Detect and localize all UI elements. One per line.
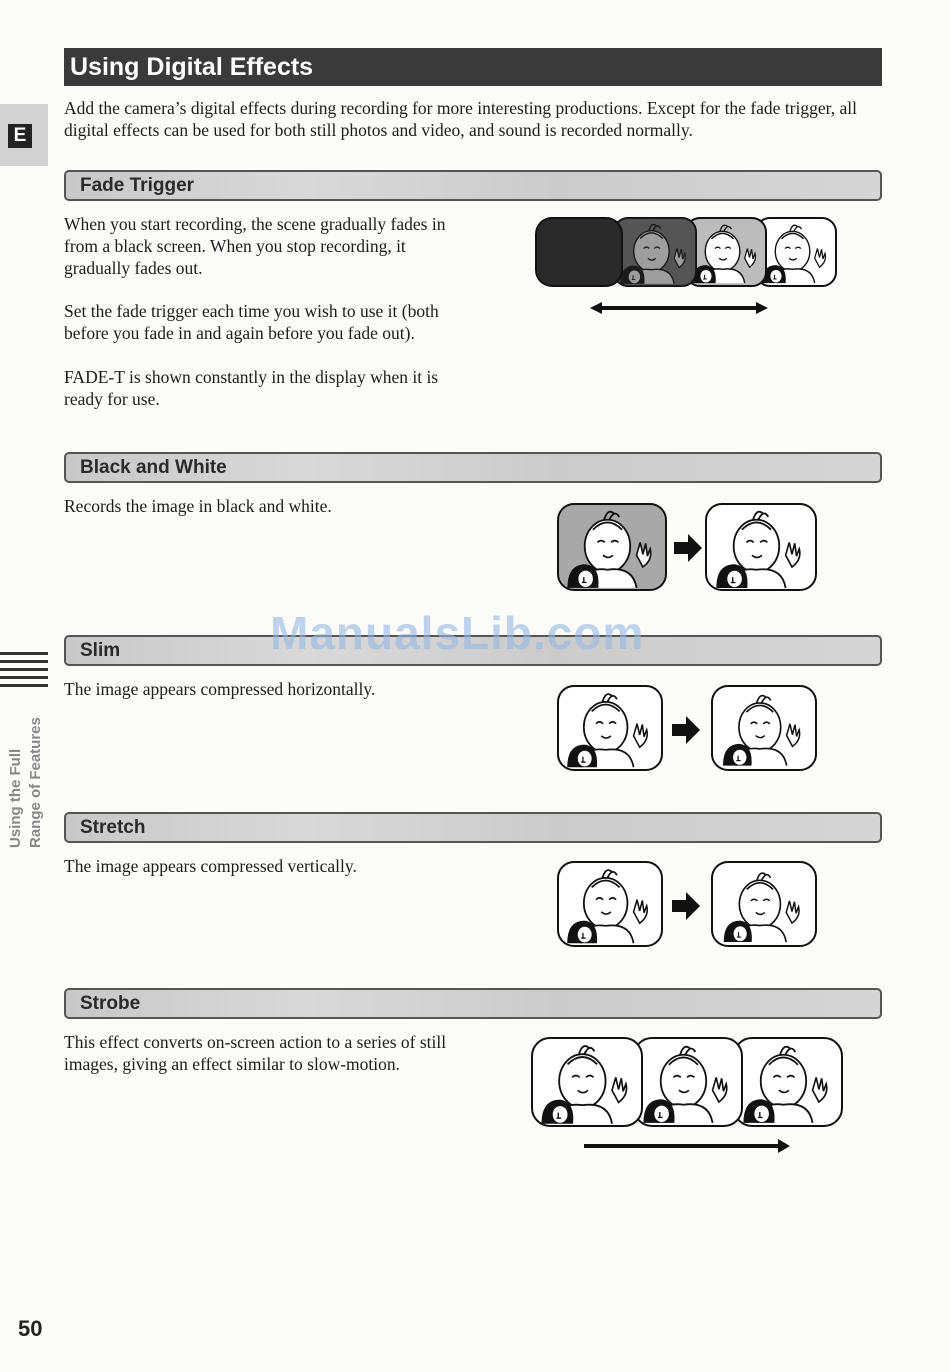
slim-frame-after — [712, 686, 816, 770]
arrow-right-icon — [672, 892, 700, 920]
bw-frame-after — [706, 504, 816, 590]
strobe-illustration — [530, 1036, 846, 1160]
side-label-line-1: Using the Full — [7, 748, 24, 848]
intro-text: Add the camera’s digital effects during recording for more interesting productions. Except for the fade trigger, all digital effects can be used for both still photos and video, and sound is recorded normally. — [64, 98, 858, 140]
stretch-text: The image appears compressed vertically. — [64, 856, 357, 876]
strobe-text: This effect converts on-screen action to a series of still images, giving an effect similar to slow-motion. — [64, 1032, 447, 1074]
language-tab — [0, 104, 48, 166]
page-title: Using Digital Effects — [64, 48, 882, 86]
section-heading-strobe: Strobe — [64, 988, 882, 1019]
side-label-line-2: Range of Features — [27, 717, 44, 848]
fade-frame-2 — [686, 218, 766, 286]
section-heading-slim: Slim — [64, 635, 882, 666]
stretch-frame-before — [558, 862, 662, 946]
black-and-white-illustration — [556, 500, 820, 594]
slim-text: The image appears compressed horizontally. — [64, 679, 376, 699]
double-arrow — [590, 302, 768, 314]
side-rules — [0, 652, 48, 692]
language-letter: E — [8, 124, 32, 148]
strobe-frame-3 — [734, 1038, 842, 1126]
strobe-frame-2 — [634, 1038, 742, 1126]
slim-frame-before — [558, 686, 662, 770]
fade-frame-1 — [614, 218, 696, 286]
fade-trigger-text-2: Set the fade trigger each time you wish to use it (both before you fade in and again before you fade out). — [64, 301, 439, 343]
bw-frame-before — [558, 504, 666, 590]
strobe-frame-1 — [532, 1038, 642, 1126]
fade-frame-3 — [756, 218, 836, 286]
arrow-right-icon — [672, 716, 700, 744]
arrow-right-long — [584, 1139, 790, 1153]
section-heading-stretch: Stretch — [64, 812, 882, 843]
side-section-label — [6, 717, 46, 848]
section-heading-fade-trigger: Fade Trigger — [64, 170, 882, 201]
fade-trigger-text-3: FADE-T is shown constantly in the display when it is ready for use. — [64, 367, 439, 409]
stretch-frame-after — [712, 862, 816, 946]
stretch-illustration — [556, 858, 820, 950]
fade-frame-black — [536, 218, 622, 286]
black-and-white-text: Records the image in black and white. — [64, 496, 332, 516]
fade-trigger-illustration — [534, 214, 840, 324]
page-number: 50 — [18, 1316, 43, 1341]
slim-illustration — [556, 682, 820, 774]
watermark: ManualsLib.com — [270, 607, 645, 659]
fade-trigger-text-1: When you start recording, the scene gradually fades in from a black screen. When you stop recording, it gradually fades out. — [64, 214, 446, 278]
section-heading-black-and-white: Black and White — [64, 452, 882, 483]
arrow-right-icon — [674, 534, 702, 562]
